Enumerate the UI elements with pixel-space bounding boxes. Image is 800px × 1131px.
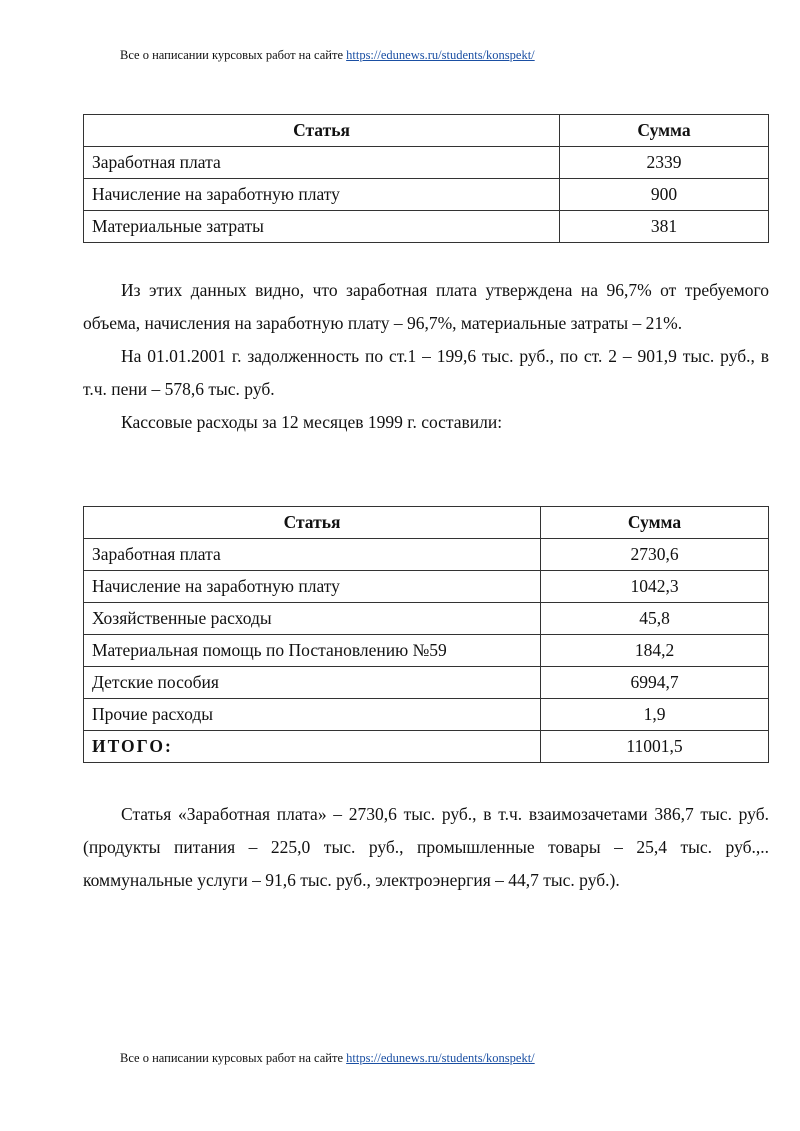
row-label: Заработная плата bbox=[84, 147, 560, 179]
expenses-table bbox=[83, 506, 769, 763]
column-header-sum: Сумма bbox=[541, 507, 769, 539]
table-header-row bbox=[84, 115, 769, 147]
row-value: 2339 bbox=[560, 147, 769, 179]
row-label: Хозяйственные расходы bbox=[84, 603, 541, 635]
column-header-sum: Сумма bbox=[560, 115, 769, 147]
budget-table bbox=[83, 114, 769, 243]
table-row bbox=[84, 699, 769, 731]
header-link[interactable]: https://edunews.ru/students/konspekt/ bbox=[346, 48, 535, 62]
column-header-article: Статья bbox=[84, 507, 541, 539]
page-footer bbox=[120, 1051, 535, 1066]
table-row bbox=[84, 539, 769, 571]
table-row bbox=[84, 571, 769, 603]
row-label: Материальная помощь по Постановлению №59 bbox=[84, 635, 541, 667]
table-header-row bbox=[84, 507, 769, 539]
body-text-1 bbox=[83, 274, 769, 439]
column-header-article: Статья bbox=[84, 115, 560, 147]
body-text-2 bbox=[83, 798, 769, 897]
row-value: 1,9 bbox=[541, 699, 769, 731]
row-label: Прочие расходы bbox=[84, 699, 541, 731]
paragraph: Из этих данных видно, что заработная плата утверждена на 96,7% от требуемого объема, начисления на заработную плату – 96,7%, материальные затраты – 21%. bbox=[83, 280, 769, 333]
row-label: Материальные затраты bbox=[84, 211, 560, 243]
table-row bbox=[84, 635, 769, 667]
footer-text: Все о написании курсовых работ на сайте bbox=[120, 1051, 343, 1065]
row-value: 45,8 bbox=[541, 603, 769, 635]
total-value: 11001,5 bbox=[541, 731, 769, 763]
row-value: 2730,6 bbox=[541, 539, 769, 571]
row-value: 381 bbox=[560, 211, 769, 243]
table-row bbox=[84, 179, 769, 211]
paragraph: На 01.01.2001 г. задолженность по ст.1 – 199,6 тыс. руб., по ст. 2 – 901,9 тыс. руб., в т.ч. пени – 578,6 тыс. руб. bbox=[83, 346, 769, 399]
table-row bbox=[84, 147, 769, 179]
row-label: Детские пособия bbox=[84, 667, 541, 699]
row-value: 6994,7 bbox=[541, 667, 769, 699]
row-value: 900 bbox=[560, 179, 769, 211]
page-header bbox=[120, 48, 535, 63]
row-label: Начисление на заработную плату bbox=[84, 571, 541, 603]
total-label: ИТОГО: bbox=[84, 731, 541, 763]
paragraph: Статья «Заработная плата» – 2730,6 тыс. руб., в т.ч. взаимозачетами 386,7 тыс. руб. (продукты питания – 225,0 тыс. руб., промышленные товары – 25,4 тыс. руб.,.. коммунальные услуги – 91,6 тыс. руб., электроэнергия – 44,7 тыс. руб.). bbox=[83, 804, 769, 890]
row-label: Заработная плата bbox=[84, 539, 541, 571]
total-row bbox=[84, 731, 769, 763]
table-row bbox=[84, 603, 769, 635]
table-row bbox=[84, 211, 769, 243]
paragraph: Кассовые расходы за 12 месяцев 1999 г. составили: bbox=[121, 412, 503, 432]
row-value: 1042,3 bbox=[541, 571, 769, 603]
footer-link[interactable]: https://edunews.ru/students/konspekt/ bbox=[346, 1051, 535, 1065]
table-row bbox=[84, 667, 769, 699]
row-label: Начисление на заработную плату bbox=[84, 179, 560, 211]
row-value: 184,2 bbox=[541, 635, 769, 667]
header-text: Все о написании курсовых работ на сайте bbox=[120, 48, 343, 62]
